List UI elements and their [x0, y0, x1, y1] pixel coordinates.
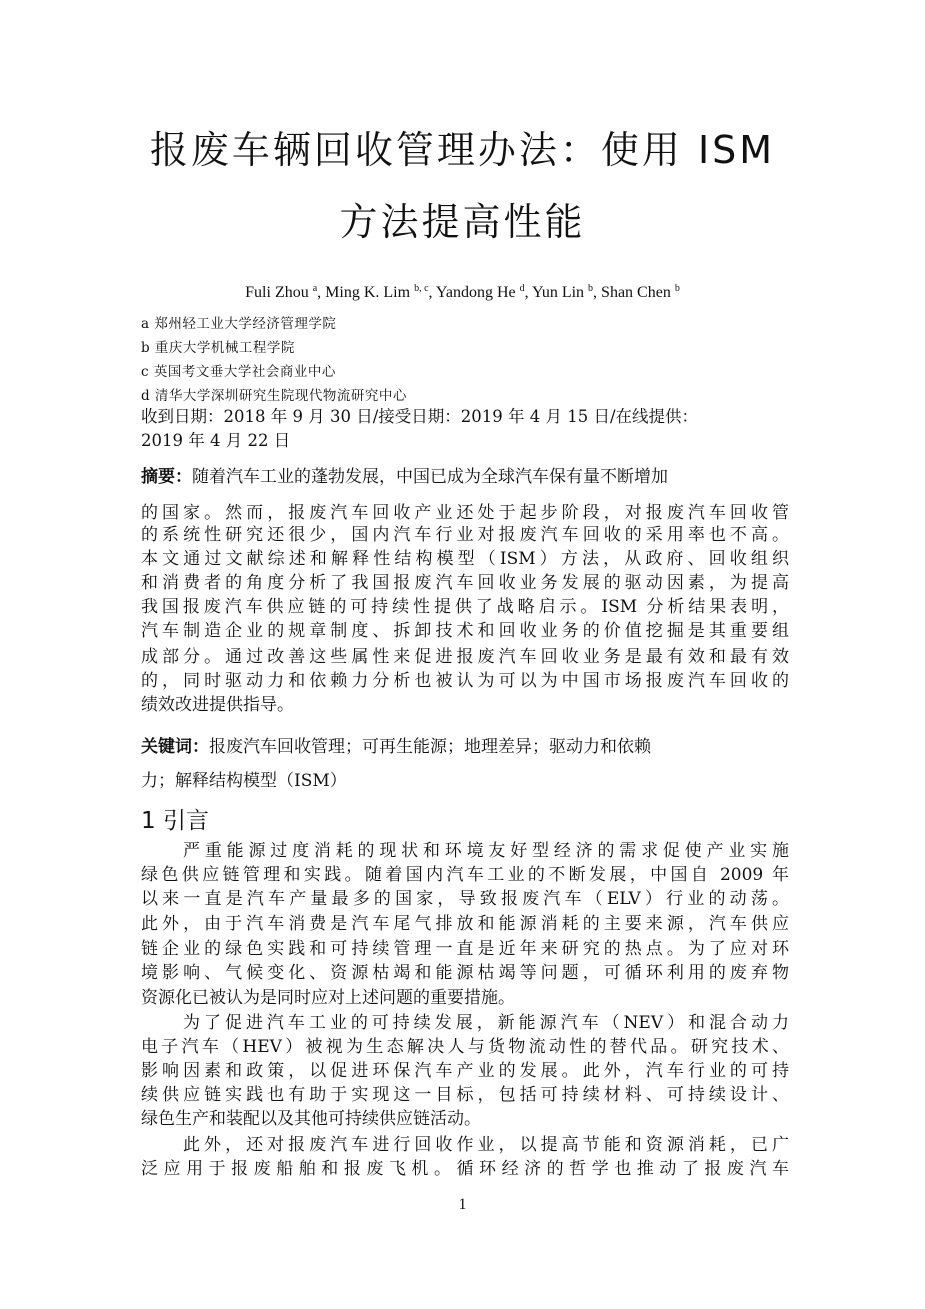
- page-number: 1: [458, 1196, 467, 1213]
- abstract-line: 我国报废汽车供应链的可持续性提供了战略启示。ISM 分析结果表明，: [141, 597, 789, 617]
- body-line: 影响因素和政策，以促进环保汽车产业的发展。此外，汽车行业的可持: [141, 1061, 789, 1081]
- affiliation: b 重庆大学机械工程学院: [141, 340, 295, 356]
- abstract-first-line: [141, 466, 789, 488]
- body-line: 绿色生产和装配以及其他可持续供应链活动。: [141, 1109, 481, 1129]
- received-dates: 收到日期：2018 年 9 月 30 日/接受日期：2019 年 4 月 15 日/在线提供：: [141, 407, 699, 426]
- body-line: 严重能源过度消耗的现状和环境友好型经济的需求促使产业实施: [183, 841, 789, 861]
- keywords-first-line: [141, 736, 789, 758]
- abstract-line: 本文通过文献综述和解释性结构模型（ISM）方法，从政府、回收组织: [141, 549, 789, 569]
- body-line: 此外，由于汽车消费是汽车尾气排放和能源消耗的主要来源，汽车供应: [141, 914, 789, 934]
- affiliation: d 清华大学深圳研究生院现代物流研究中心: [141, 388, 407, 404]
- abstract-line: 汽车制造企业的规章制度、拆卸技术和回收业务的价值挖掘是其重要组: [141, 621, 789, 641]
- abstract-line: 和消费者的角度分析了我国报废汽车回收业务发展的驱动因素，为提高: [141, 573, 789, 593]
- author-name: Ming K. Lim: [325, 284, 411, 301]
- author-name: Fuli Zhou: [245, 284, 309, 301]
- author-affiliation-mark: a: [312, 283, 318, 294]
- paper-title-line-1: 报废车辆回收管理办法：使用 ISM: [149, 128, 776, 172]
- body-line: 为了促进汽车工业的可持续发展，新能源汽车（NEV）和混合动力: [183, 1013, 789, 1033]
- author-list: Fuli Zhou $^a$, Ming K. Lim $^{b, c}$, Yandong He $^d$, Yun Lin $^b$, Shan Chen $^b$: [245, 283, 680, 301]
- affiliation: c 英国考文垂大学社会商业中心: [141, 364, 336, 380]
- abstract-label: 摘要：: [141, 467, 192, 487]
- abstract-text: 随着汽车工业的蓬勃发展，中国已成为全球汽车保有量不断增加: [192, 467, 668, 487]
- keywords-text: 报废汽车回收管理；可再生能源；地理差异；驱动力和依赖: [209, 737, 651, 757]
- body-line: 续供应链实践也有助于实现这一目标，包括可持续材料、可持续设计、: [141, 1085, 789, 1105]
- author-name: Shan Chen: [601, 284, 671, 301]
- body-line: 此外，还对报废汽车进行回收作业，以提高节能和资源消耗，已广: [183, 1135, 789, 1155]
- body-line: 链企业的绿色实践和可持续管理一直是近年来研究的热点。为了应对环: [141, 939, 789, 959]
- body-line: 以来一直是汽车产量最多的国家，导致报废汽车（ELV）行业的动荡。: [141, 889, 789, 909]
- online-date: 2019 年 4 月 22 日: [141, 431, 291, 450]
- body-line: 绿色供应链管理和实践。随着国内汽车工业的不断发展，中国自 2009 年: [141, 865, 789, 885]
- body-line: 资源化已被认为是同时应对上述问题的重要措施。: [141, 988, 515, 1008]
- abstract-line: 的系统性研究还很少，国内汽车行业对报废汽车回收的采用率也不高。: [141, 525, 789, 545]
- keywords-label: 关键词：: [141, 737, 209, 757]
- author-name: Yandong He: [435, 284, 516, 301]
- affiliation: a 郑州轻工业大学经济管理学院: [141, 316, 337, 332]
- author-affiliation-mark: b: [588, 283, 594, 294]
- body-line: 泛应用于报废船舶和报废飞机。循环经济的哲学也推动了报废汽车: [141, 1159, 789, 1179]
- abstract-line: 的，同时驱动力和依赖力分析也被认为可以为中国市场报废汽车回收的: [141, 671, 789, 691]
- body-line: 境影响、气候变化、资源枯竭和能源枯竭等问题，可循环利用的废弃物: [141, 963, 789, 983]
- author-affiliation-mark: b: [674, 283, 680, 294]
- author-name: Yun Lin: [532, 284, 585, 301]
- author-affiliation-mark: d: [519, 283, 525, 294]
- keywords-text: 力；解释结构模型（ISM）: [141, 771, 347, 791]
- abstract-line: 绩效改进提供指导。: [141, 695, 294, 715]
- author-affiliation-mark: b, c: [414, 283, 429, 294]
- abstract-line: 成部分。通过改善这些属性来促进报废汽车回收业务是最有效和最有效: [141, 647, 789, 667]
- abstract-line: 的国家。然而，报废汽车回收产业还处于起步阶段，对报废汽车回收管: [141, 503, 789, 523]
- body-line: 电子汽车（HEV）被视为生态解决人与货物流动性的替代品。研究技术、: [141, 1037, 789, 1057]
- paper-title-line-2: 方法提高性能: [339, 200, 586, 244]
- section-heading: 1 引言: [141, 808, 209, 834]
